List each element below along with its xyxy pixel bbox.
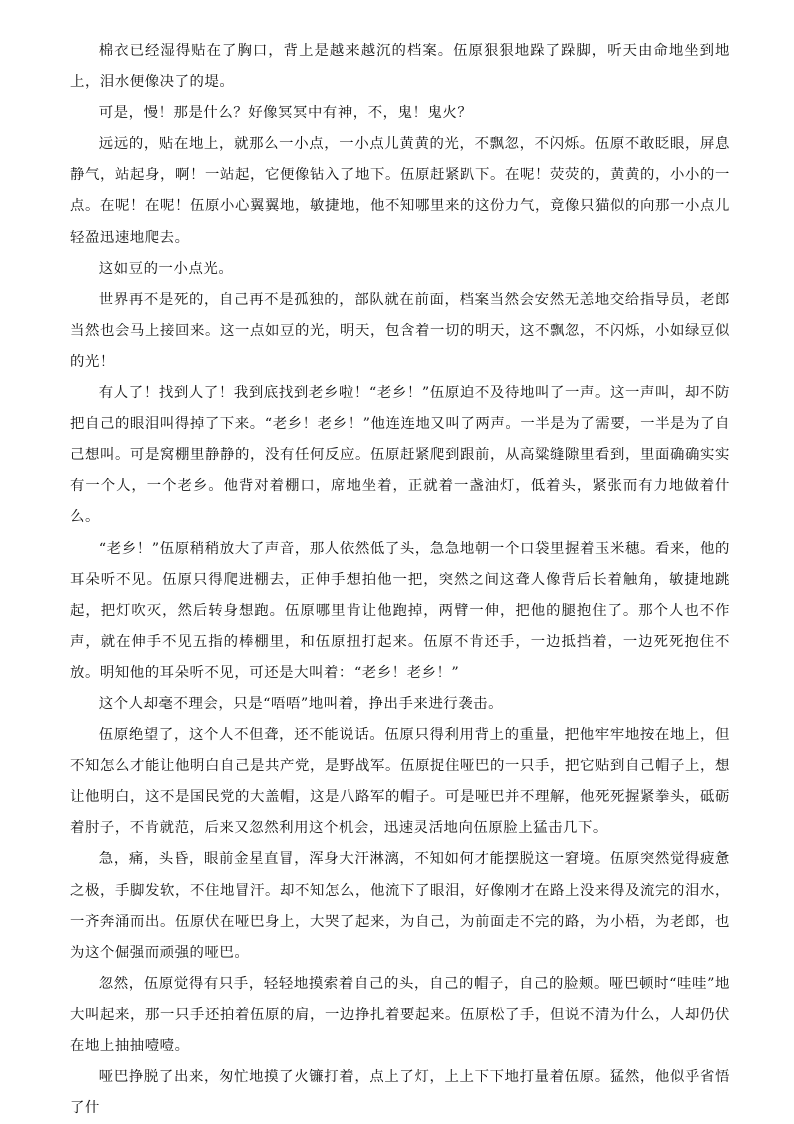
paragraph-4: 这如豆的一小点光。 [98, 260, 234, 277]
paragraph-11: 忽然，伍原觉得有只手，轻轻地摸索着自己的头，自己的帽子，自己的脸颊。哑巴顿时“哇哇”地大叫起来，那一只手还拍着伍原的肩，一边挣扎着要起来。伍原松了手，但说不清为什么，人却仍伏在地上抽抽噎噎。 [70, 975, 730, 1054]
paragraph-5: 世界再不是死的，自己再不是孤独的，部队就在前面，档案当然会安然无恙地交给指导员，老郎当然也会马上接回来。这一点如豆的光，明天，包含着一切的明天，这不飘忽，不闪烁，小如绿豆似的光！ [70, 291, 730, 370]
paragraph-1: 棉衣已经湿得贴在了胸口，背上是越来越沉的档案。伍原狠狠地跺了跺脚，听天由命地坐到地上，泪水便像决了的堤。 [70, 43, 730, 91]
paragraph-12: 哑巴挣脱了出来，匆忙地摸了火镰打着，点上了灯，上上下下地打量着伍原。猛然，他似乎省悟了什 [70, 1069, 730, 1117]
paragraph-6: 有人了！找到人了！我到底找到老乡啦！“老乡！”伍原迫不及待地叫了一声。这一声叫，却不防把自己的眼泪叫得掉了下来。“老乡！老乡！”他连连地又叫了两声。一半是为了需要，一半是为了自己想叫。可是窝棚里静静的，没有任何反应。伍原赶紧爬到跟前，从高粱缝隙里看到，里面确确实实有一个人，一个老乡。他背对着棚口，席地坐着，正就着一盏油灯，低着头，紧张而有力地做着什么。 [70, 385, 730, 526]
paragraph-10: 急，痛，头昏，眼前金星直冒，浑身大汗淋漓，不知如何才能摆脱这一窘境。伍原突然觉得疲惫之极，手脚发软，不住地冒汗。却不知怎么，他流下了眼泪，好像刚才在路上没来得及流完的泪水，一齐奔涌而出。伍原伏在哑巴身上，大哭了起来，为自己，为前面走不完的路，为小梧，为老郎，也为这个倔强而顽强的哑巴。 [70, 851, 730, 961]
paragraph-2: 可是，慢！那是什么？好像冥冥中有神，不，鬼！鬼火？ [98, 105, 473, 122]
paragraph-3: 远远的，贴在地上，就那么一小点，一小点儿黄黄的光，不飘忽，不闪烁。伍原不敢眨眼，屏息静气，站起身，啊！一站起，它便像钻入了地下。伍原赶紧趴下。在呢！荧荧的，黄黄的，小小的一点。在呢！在呢！伍原小心翼翼地，敏捷地，他不知哪里来的这份力气，竟像只猫似的向那一小点儿轻盈迅速地爬去。 [70, 136, 730, 246]
paragraph-7: “老乡！”伍原稍稍放大了声音，那人依然低了头，急急地朝一个口袋里握着玉米穗。看来，他的耳朵听不见。伍原只得爬进棚去，正伸手想拍他一把，突然之间这聋人像背后长着触角，敏捷地跳起，把灯吹灭，然后转身想跑。伍原哪里肯让他跑掉，两臂一伸，把他的腿抱住了。那个人也不作声，就在伸手不见五指的棒棚里，和伍原扭打起来。伍原不肯还手，一边抵挡着，一边死死抱住不放。明知他的耳朵听不见，可还是大叫着：“老乡！老乡！” [70, 540, 730, 681]
document-page [70, 36, 730, 1124]
paragraph-8: 这个人却毫不理会，只是“唔唔”地叫着，挣出手来进行袭击。 [98, 695, 504, 712]
paragraph-9: 伍原绝望了，这个人不但聋，还不能说话。伍原只得利用背上的重量，把他牢牢地按在地上，但不知怎么才能让他明白自己是共产党，是野战军。伍原捉住哑巴的一只手，把它贴到自己帽子上，想让他明白，这不是国民党的大盖帽，这是八路军的帽子。可是哑巴并不理解，他死死握紧拳头，砥砺着肘子，不肯就范，后来又忽然利用这个机会，迅速灵活地向伍原脸上猛击几下。 [70, 727, 730, 837]
